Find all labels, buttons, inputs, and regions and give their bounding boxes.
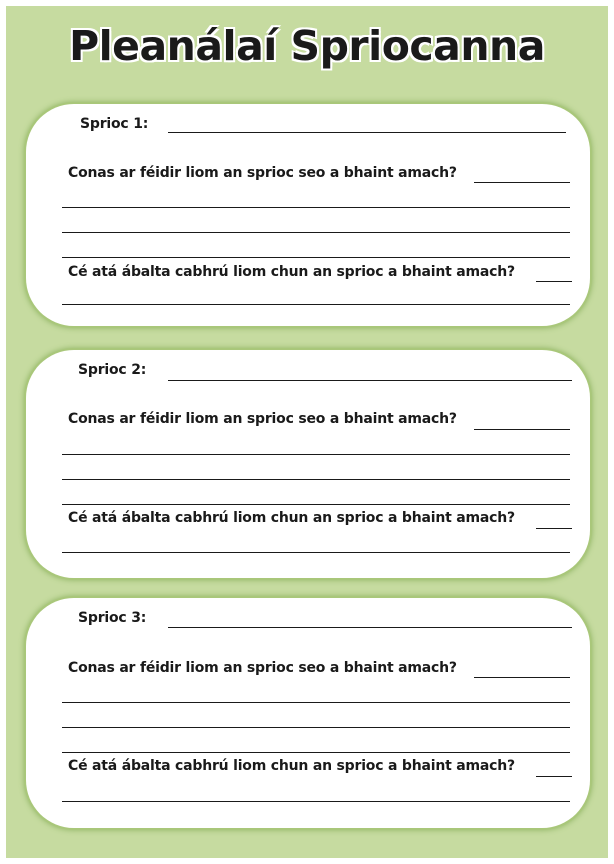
- goal-1-who-line-1[interactable]: [62, 304, 570, 305]
- goal-1-how-line-2[interactable]: [62, 232, 570, 233]
- goal-3-label: Sprioc 3:: [78, 610, 147, 626]
- page-title: Pleanálaí Spriocanna: [69, 22, 545, 70]
- goal-1-label: Sprioc 1:: [80, 116, 149, 132]
- goal-3-input-line[interactable]: [168, 627, 572, 628]
- goal-3-how-line-3[interactable]: [62, 752, 570, 753]
- goal-2-how-inline-line[interactable]: [474, 429, 570, 430]
- goal-2-how-line-3[interactable]: [62, 504, 570, 505]
- goal-3-who-inline-line[interactable]: [536, 776, 572, 777]
- goal-card-3: [26, 598, 590, 828]
- goal-3-who-line-1[interactable]: [62, 801, 570, 802]
- goal-3-how-question: Conas ar féidir liom an sprioc seo a bhaint amach?: [68, 660, 457, 676]
- goal-2-label: Sprioc 2:: [78, 362, 147, 378]
- goal-3-who-question: Cé atá ábalta cabhrú liom chun an sprioc a bhaint amach?: [68, 758, 515, 774]
- goal-2-input-line[interactable]: [168, 380, 572, 381]
- goal-2-how-line-1[interactable]: [62, 454, 570, 455]
- goal-1-input-line[interactable]: [168, 132, 566, 133]
- goal-3-how-line-1[interactable]: [62, 702, 570, 703]
- goal-2-who-question: Cé atá ábalta cabhrú liom chun an sprioc a bhaint amach?: [68, 510, 515, 526]
- goal-card-2: [26, 350, 590, 578]
- goal-2-who-inline-line[interactable]: [536, 528, 572, 529]
- goal-3-how-line-2[interactable]: [62, 727, 570, 728]
- goal-1-how-line-3[interactable]: [62, 257, 570, 258]
- goal-1-who-inline-line[interactable]: [536, 281, 572, 282]
- goal-1-how-question: Conas ar féidir liom an sprioc seo a bhaint amach?: [68, 165, 457, 181]
- goal-2-how-line-2[interactable]: [62, 479, 570, 480]
- goal-1-how-line-1[interactable]: [62, 207, 570, 208]
- goal-2-who-line-1[interactable]: [62, 552, 570, 553]
- goal-1-who-question: Cé atá ábalta cabhrú liom chun an sprioc a bhaint amach?: [68, 264, 515, 280]
- goal-2-how-question: Conas ar féidir liom an sprioc seo a bhaint amach?: [68, 411, 457, 427]
- goal-1-how-inline-line[interactable]: [474, 182, 570, 183]
- goal-card-1: [26, 104, 590, 326]
- goal-3-how-inline-line[interactable]: [474, 677, 570, 678]
